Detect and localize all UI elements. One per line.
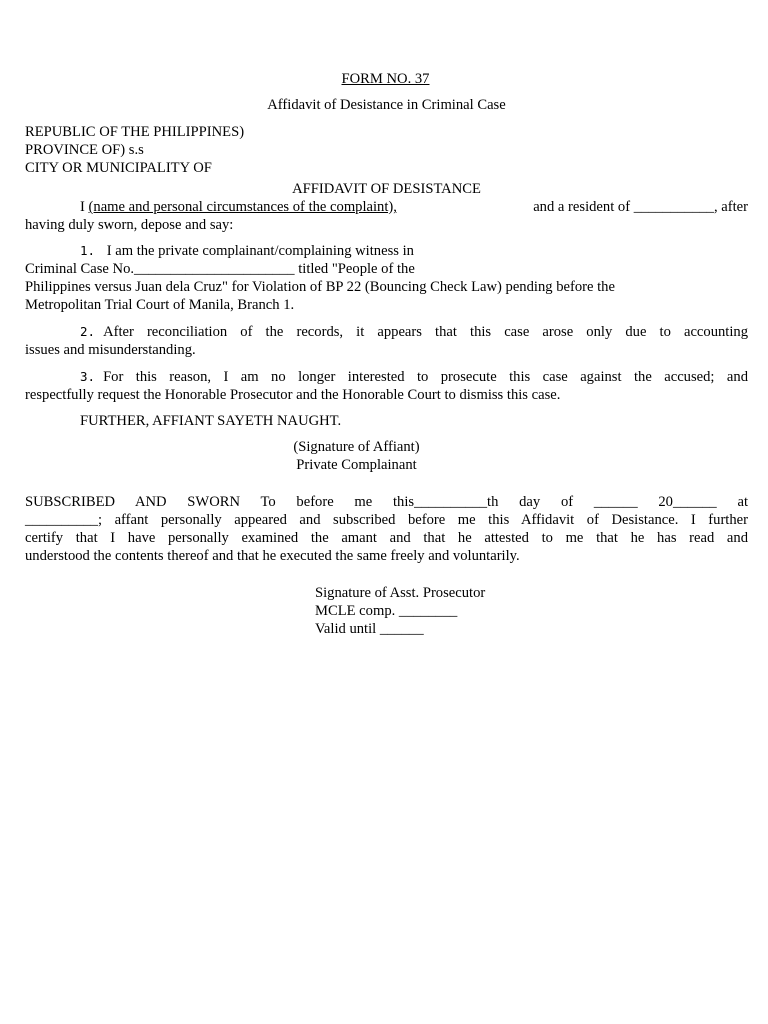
item-text: respectfully request the Honorable Prosecutor and the Honorable Court to dismiss this case. — [25, 387, 561, 403]
affiant-signature-block — [0, 438, 748, 474]
affiant-signature-label: (Signature of Affiant) — [293, 439, 420, 455]
intro-paragraph — [25, 198, 748, 234]
item-1 — [25, 242, 748, 314]
jurat-line: __________; affant personally appeared and subscribed before me this Affidavit of Desistance. I further — [25, 512, 748, 528]
jurat-line: SUBSCRIBED AND SWORN To before me this__________th day of ______ 20______ at — [25, 494, 748, 510]
intro-underlined: (name and personal circumstances of the complaint), — [88, 199, 397, 215]
item-text: For this reason, I am no longer interested to prosecute this case against the accused; and — [103, 369, 748, 385]
intro-lead: I — [80, 199, 85, 215]
item-number: 2. — [80, 324, 96, 339]
jurat — [25, 493, 748, 565]
jurat-line: understood the contents thereof and that he executed the same freely and voluntarily. — [25, 548, 520, 564]
intro-lead-group — [80, 198, 397, 216]
item-text: I am the private complainant/complaining witness in — [106, 243, 414, 259]
venue-caption — [25, 123, 748, 177]
affiant-role: Private Complainant — [296, 457, 417, 473]
item-text: After reconciliation of the records, it appears that this case arose only due to accounting — [103, 324, 748, 340]
item-text: Philippines versus Juan dela Cruz" for Violation of BP 22 (Bouncing Check Law) pending before the — [25, 279, 615, 295]
item-number: 3. — [80, 369, 96, 384]
caption-province: PROVINCE OF) s.s — [25, 142, 144, 158]
form-subtitle: Affidavit of Desistance in Criminal Case — [267, 97, 506, 113]
item-number: 1. — [80, 243, 96, 258]
item-text: Metropolitan Trial Court of Manila, Branch 1. — [25, 297, 295, 313]
mcle-compliance: MCLE comp. ________ — [315, 603, 458, 619]
item-3 — [25, 368, 748, 404]
intro-trail: and a resident of ___________, after — [533, 199, 748, 215]
document-title: AFFIDAVIT OF DESISTANCE — [292, 181, 481, 197]
caption-republic: REPUBLIC OF THE PHILIPPINES) — [25, 124, 245, 140]
item-2 — [25, 323, 748, 359]
form-number: FORM NO. 37 — [341, 71, 430, 87]
jurat-line: certify that I have personally examined the amant and that he attested to me that he has read and — [25, 530, 748, 546]
intro-line2: having duly sworn, depose and say: — [25, 217, 234, 233]
affidavit-page — [25, 70, 748, 638]
further-statement: FURTHER, AFFIANT SAYETH NAUGHT. — [80, 413, 342, 429]
prosecutor-signature-label: Signature of Asst. Prosecutor — [315, 585, 486, 601]
item-text: Criminal Case No.______________________ titled "People of the — [25, 261, 415, 277]
mcle-valid-until: Valid until ______ — [315, 621, 424, 637]
caption-city: CITY OR MUNICIPALITY OF — [25, 160, 212, 176]
item-text: issues and misunderstanding. — [25, 342, 196, 358]
prosecutor-signature-block — [315, 584, 748, 638]
